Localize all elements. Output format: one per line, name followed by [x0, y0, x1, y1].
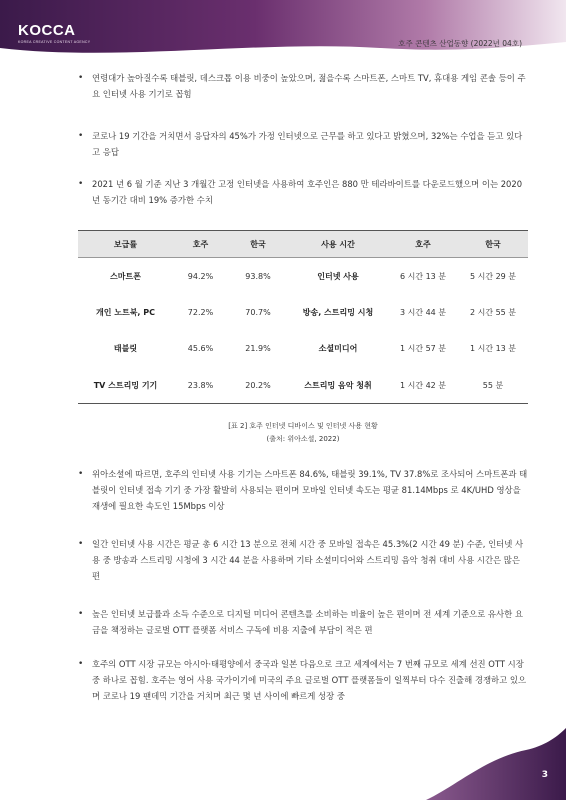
footer-wave-decoration — [426, 728, 566, 800]
col-header-penetration: 보급률 — [78, 231, 173, 258]
table-cell: 1 시간 42 분 — [399, 380, 447, 390]
table-cell: 21.9% — [245, 344, 271, 354]
bullet-download-volume: • 2021 년 6 월 기준 지난 3 개월간 고정 인터넷을 사용하여 호주인은 880 만 테라바이트를 다운로드했으며 이는 2020 년 동기간 대비 19% 증가한 수치 — [78, 176, 528, 208]
table-cell: 태블릿 — [113, 344, 138, 354]
table-caption-title: [표 2] 호주 인터넷 디바이스 및 인터넷 사용 현황 — [228, 422, 378, 430]
table-header-row — [78, 231, 528, 258]
bullet-daily-usage: • 일간 인터넷 사용 시간은 평균 총 6 시간 13 분으로 전체 시간 중 모바일 접속은 45.3%(2 시간 49 분) 수준, 인터넷 사용 중 방송과 스트리밍 시청에 3 시간 44 분을 사용하며 기타 소셜미디어와 스트리밍 음악 청취 대비 사용 시간은 많은 편 — [78, 536, 528, 584]
bullet-work-from-home: • 코로나 19 기간을 거치면서 응답자의 45%가 가정 인터넷으로 근무를 하고 있다고 밝혔으며, 32%는 수업을 듣고 있다고 응답 — [78, 128, 528, 160]
table-cell: 72.2% — [187, 307, 214, 317]
table-cell: 개인 노트북, PC — [96, 307, 155, 317]
table-cell: 소셜미디어 — [318, 344, 358, 354]
kocca-logo-subtitle: KOREA CREATIVE CONTENT AGENCY — [18, 40, 91, 44]
table-row — [78, 331, 528, 368]
bullet-device-by-age: • 연령대가 높아질수록 태블릿, 데스크톱 이용 비중이 높았으며, 젊을수록 스마트폰, 스마트 TV, 휴대용 게임 콘솔 등이 주요 인터넷 사용 기기로 꼽힘 — [78, 70, 528, 102]
table-cell: TV 스트리밍 기기 — [93, 380, 158, 390]
table-cell: 3 시간 44 분 — [399, 307, 447, 317]
table-cell: 93.8% — [245, 271, 271, 281]
table-cell: 인터넷 사용 — [317, 271, 359, 281]
bullet-ott-spending: • 높은 인터넷 보급률과 소득 수준으로 디지털 미디어 콘텐츠를 소비하는 비율이 높은 편이며 전 세계 기준으로 유사한 요금을 책정하는 글로벌 OTT 플랫폼 서비스 구독에 비용 지출에 부담이 적은 편 — [78, 606, 528, 638]
table-cell: 20.2% — [245, 380, 271, 390]
table-cell: 6 시간 13 분 — [399, 271, 447, 281]
table-row — [78, 294, 528, 331]
table-caption-source: (출처: 위아소셜, 2022) — [266, 435, 340, 443]
table-cell: 55 분 — [482, 380, 504, 390]
bullet-device-share: • 위아소셜에 따르면, 호주의 인터넷 사용 기기는 스마트폰 84.6%, 태블릿 39.1%, TV 37.8%로 조사되어 스마트폰과 태블릿이 인터넷 접속 기기 중 가장 활발히 사용되는 편이며 모바일 인터넷 속도는 평균 81.14Mbps 로 4K/UHD 영상을 재생에 필요한 속도인 15Mbps 이상 — [78, 466, 528, 514]
internet-usage-table — [78, 230, 528, 404]
table-cell: 1 시간 57 분 — [399, 344, 447, 354]
table-cell: 2 시간 55 분 — [469, 307, 517, 317]
kocca-logo: KOCCA — [18, 22, 76, 39]
page-number: 3 — [541, 770, 548, 780]
table-cell: 70.7% — [245, 307, 271, 317]
col-header-australia: 호주 — [173, 231, 228, 258]
col-header-australia: 호주 — [388, 231, 458, 258]
col-header-korea: 한국 — [228, 231, 288, 258]
bullet-ott-market: • 호주의 OTT 시장 규모는 아시아·태평양에서 중국과 일본 다음으로 크고 세계에서는 7 번째 규모로 세계 선진 OTT 시장 중 하나로 꼽힘. 호주는 영어 사용 국가이기에 미국의 주요 글로벌 OTT 플랫폼들이 일찍부터 다수 진출해 경쟁하고 있으며 코로나 19 팬데믹 기간을 거치며 최근 몇 년 사이에 빠르게 성장 중 — [78, 656, 528, 704]
table-row — [78, 367, 528, 404]
table-cell: 45.6% — [187, 344, 214, 354]
table-cell: 1 시간 13 분 — [469, 344, 517, 354]
table-cell: 스트리밍 음악 청취 — [304, 380, 372, 390]
col-header-korea: 한국 — [458, 231, 528, 258]
report-title: 호주 콘텐츠 산업동향 (2022년 04호) — [398, 39, 522, 48]
table-cell: 94.2% — [187, 271, 214, 281]
table-cell: 23.8% — [187, 380, 214, 390]
table-cell: 스마트폰 — [110, 271, 141, 281]
table-caption — [78, 420, 528, 446]
table-cell: 방송, 스트리밍 시청 — [302, 307, 374, 317]
col-header-usage-time: 사용 시간 — [288, 231, 388, 258]
table-cell: 5 시간 29 분 — [469, 271, 517, 281]
table-row — [78, 258, 528, 295]
